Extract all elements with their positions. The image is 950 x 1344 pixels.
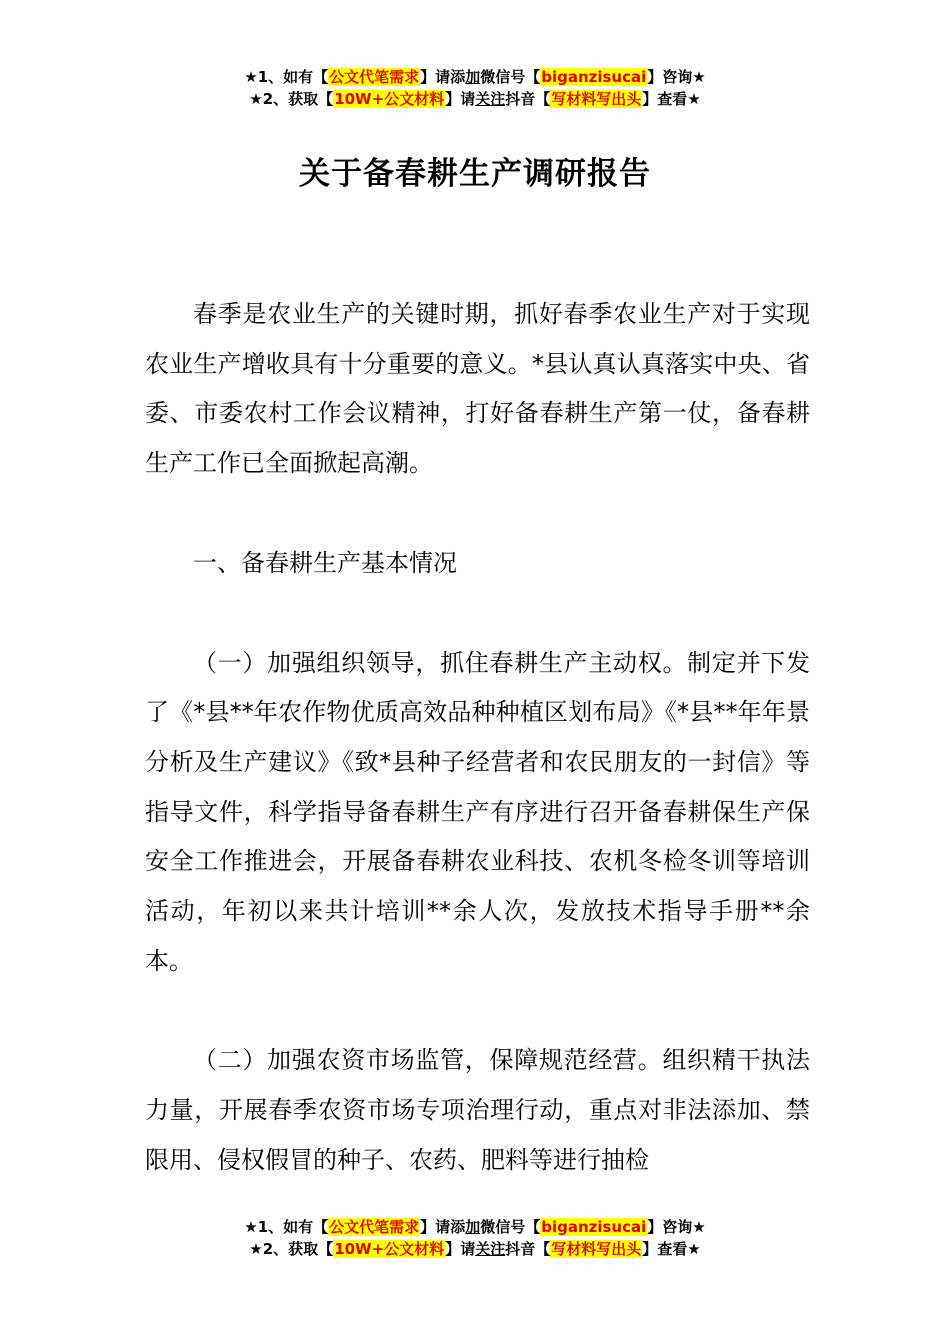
- promo-highlight: 10W+公文材料: [334, 90, 445, 108]
- section-heading: 一、备春耕生产基本情况: [193, 548, 457, 577]
- promo-text: 】请添: [420, 68, 466, 86]
- promo-text: 】查看★: [642, 1240, 701, 1258]
- paragraph-intro: 春季是农业生产的关键时期，抓好春季农业生产对于实现农业生产增收具有十分重要的意义。*县认真认真落实中央、省委、市委农村工作会议精神，打好备春耕生产第一仗，备春耕生产工作已全面掀起高潮。: [145, 300, 810, 478]
- promo-text: 抖音【: [505, 90, 551, 108]
- promo-highlight: 10W+公文材料: [334, 1240, 445, 1258]
- promo-highlight: 公文代笔需求: [329, 68, 420, 86]
- promo-text: ★1、如有【: [244, 68, 329, 86]
- promo-highlight-wechat: biganzisucai: [541, 1218, 647, 1236]
- promo-text: 】咨询★: [647, 1218, 706, 1236]
- paragraph-section-2: （二）加强农资市场监管，保障规范经营。组织精干执法力量，开展春季农资市场专项治理行动，重点对非法添加、禁限用、侵权假冒的种子、农药、肥料等进行抽检: [145, 1046, 810, 1174]
- promo-text: 微信号【: [480, 1218, 541, 1236]
- promo-highlight-douyin: 写材料写出头: [551, 1240, 642, 1258]
- paragraph-section-1: （一）加强组织领导，抓住春耕生产主动权。制定并下发了《*县**年农作物优质高效品种种植区划布局》《*县**年年景分析及生产建议》《致*县种子经营者和农民朋友的一封信》等指导文件，科学指导备春耕生产有序进行召开备春耕保生产保安全工作推进会，开展备春耕农业科技、农机冬检冬训等培训活动，年初以来共计培训**余人次，发放技术指导手册**余本。: [145, 648, 810, 975]
- promo-text: 微信号【: [480, 68, 541, 86]
- document-title: 关于备春耕生产调研报告: [299, 156, 651, 192]
- header-promo-banner: [0, 66, 950, 110]
- promo-line-1: [0, 1216, 950, 1238]
- promo-text: 】请: [445, 1240, 476, 1258]
- promo-text: ★2、获取【: [249, 1240, 334, 1258]
- promo-highlight-douyin: 写材料写出头: [551, 90, 642, 108]
- promo-text: 抖音【: [505, 1240, 551, 1258]
- promo-text: 】咨询★: [647, 68, 706, 86]
- promo-underline: 加: [465, 1218, 481, 1236]
- promo-text: ★1、如有【: [244, 1218, 329, 1236]
- promo-line-1: [0, 66, 950, 88]
- promo-underline: 关注: [475, 90, 506, 108]
- footer-promo-banner: [0, 1216, 950, 1260]
- promo-underline: 加: [465, 68, 481, 86]
- promo-text: ★2、获取【: [249, 90, 334, 108]
- promo-text: 】请添: [420, 1218, 466, 1236]
- document-body: [145, 290, 810, 1186]
- promo-line-2: [0, 88, 950, 110]
- promo-text: 】查看★: [642, 90, 701, 108]
- promo-highlight-wechat: biganzisucai: [541, 68, 647, 86]
- promo-underline: 关注: [475, 1240, 506, 1258]
- promo-line-2: [0, 1238, 950, 1260]
- promo-text: 】请: [445, 90, 476, 108]
- promo-highlight: 公文代笔需求: [329, 1218, 420, 1236]
